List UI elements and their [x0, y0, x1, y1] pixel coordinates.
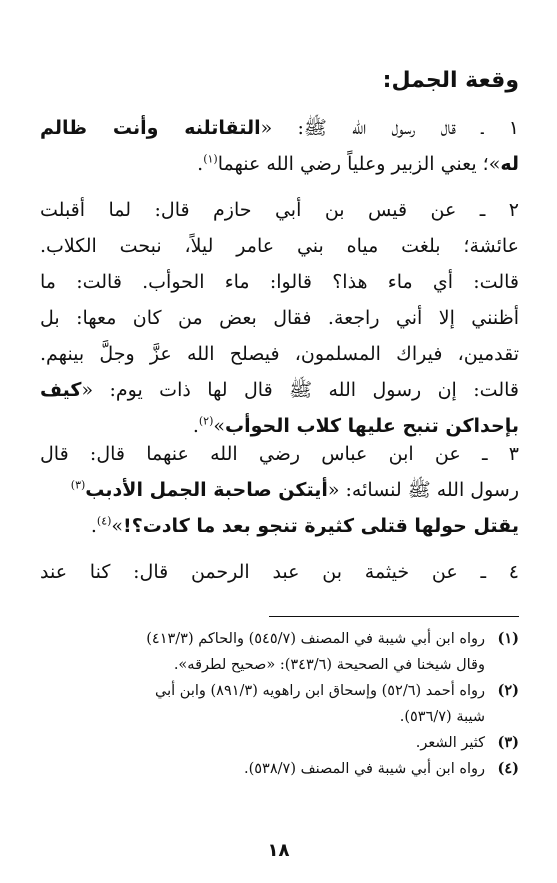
footnote-number: (٢): [497, 682, 519, 699]
text-line: أظنني إلا أني راجعة. فقال بعض من كان معها: بل: [40, 307, 519, 329]
text-run: .: [197, 153, 204, 175]
footnote-ref: (٤): [96, 514, 112, 528]
footnote-line: [40, 704, 519, 730]
footnote-line: [40, 626, 519, 652]
footnotes: [40, 626, 519, 782]
footnote-text: شيبة (٥٣٦/٧).: [399, 709, 485, 725]
text-run: ١ ـ قال رسول الله ﷺ: «: [260, 117, 519, 139]
footnote-text: وقال شيخنا في الصحيحة (٣٤٣/٦): «صحيح لطرقه».: [173, 657, 485, 673]
text-line: [40, 508, 519, 544]
hadith-quote: التقاتلنه وأنت ظالم: [40, 117, 261, 139]
hadith-quote: يقتل حولها قتلى كثيرة تنجو بعد ما كادت؟!: [123, 515, 519, 537]
footnote-ref: (٢): [198, 414, 214, 428]
page-number: ١٨: [267, 840, 290, 861]
footnote-ref: (١): [203, 152, 218, 166]
footnote-line: [40, 652, 519, 678]
text-run: رسول الله ﷺ لنسائه: «: [327, 479, 519, 501]
text-line: [40, 146, 519, 182]
footnote-line: [40, 678, 519, 704]
text-run: .: [90, 515, 97, 537]
footnote-text: رواه ابن أبي شيبة في المصنف (٥٤٥/٧) والحاكم (٤١٣/٣): [146, 631, 485, 647]
hadith-quote: له: [500, 153, 519, 175]
paragraph-3: [40, 436, 519, 544]
text-line: تقدمين، فيراك المسلمون، فيصلح الله عزَّ وجلَّ بينهم.: [40, 343, 519, 365]
text-line: ٢ ـ عن قيس بن أبي حازم قال: لما أقبلت: [40, 199, 519, 221]
paragraph-1: [40, 110, 519, 182]
text-line: [40, 472, 519, 508]
text-run: .: [192, 415, 199, 437]
footnote-ref: (٣): [70, 478, 86, 492]
hadith-quote: أيتكن صاحبة الجمل الأدبب: [85, 479, 328, 501]
footnote-line: [40, 756, 519, 782]
footnote-number: (٣): [497, 734, 519, 751]
footnote-separator: [269, 616, 519, 617]
footnote-line: [40, 730, 519, 756]
text-line: [40, 372, 519, 408]
text-run: »: [111, 515, 124, 537]
text-run: »: [213, 415, 225, 437]
text-line: قالت: أي ماء هذا؟ قالوا: ماء الحوأب. قالت: ما: [40, 271, 519, 293]
book-page: [40, 60, 519, 863]
paragraph-4: [40, 554, 519, 590]
text-run: »؛ يعني الزبير وعلياً رضي الله عنهما: [217, 153, 501, 175]
hadith-quote: كيف: [40, 379, 82, 401]
footnote-text: رواه ابن أبي شيبة في المصنف (٥٣٨/٧).: [243, 761, 485, 777]
footnote-text: رواه أحمد (٥٢/٦) وإسحاق ابن راهويه (٨٩١/٣) وابن أبي: [155, 683, 485, 699]
footnote-text: كثير الشعر.: [415, 735, 485, 751]
text-line: [40, 110, 519, 146]
text-run: قالت: إن رسول الله ﷺ قال لها ذات يوم: «: [81, 379, 519, 401]
paragraph-2: [40, 192, 519, 444]
text-line: ٤ ـ عن خيثمة بن عبد الرحمن قال: كنا عند: [40, 561, 519, 583]
footnote-number: (١): [497, 630, 519, 647]
text-line: ٣ ـ عن ابن عباس رضي الله عنهما قال: قال: [40, 443, 519, 465]
footnote-number: (٤): [497, 760, 519, 777]
section-heading: وقعة الجمل:: [382, 68, 519, 93]
hadith-quote: بإحداكن تنبح عليها كلاب الحوأب: [225, 415, 519, 437]
text-line: عائشة؛ بلغت مياه بني عامر ليلاً، نبحت الكلاب.: [40, 235, 519, 257]
